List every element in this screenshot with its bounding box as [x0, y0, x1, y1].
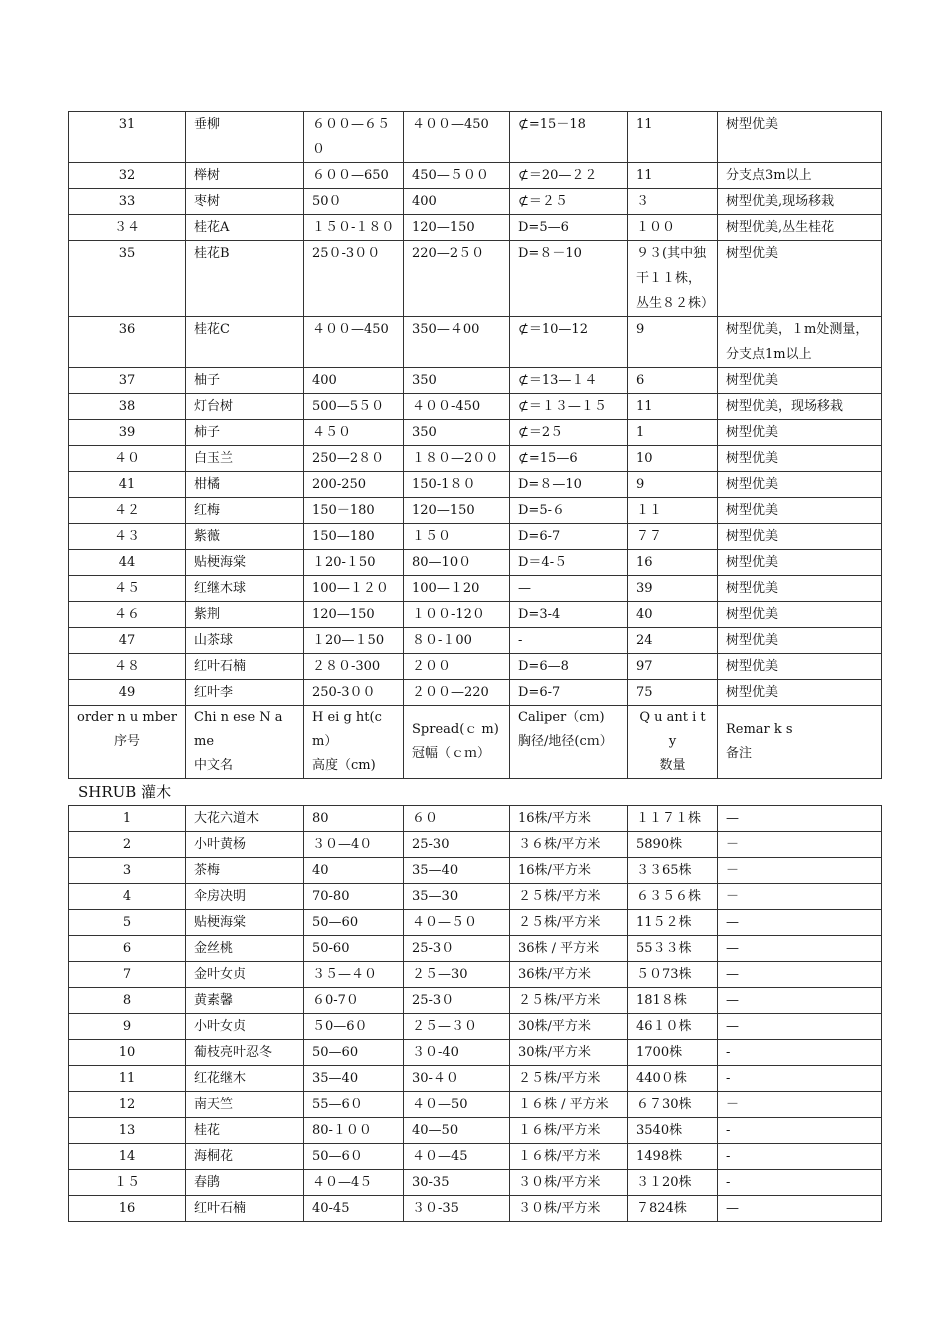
table-cell: 50０ — [304, 189, 404, 215]
table-cell: 山茶球 — [186, 628, 304, 654]
shrub-table-row — [69, 1118, 882, 1144]
table-cell: 150-1８０ — [404, 472, 510, 498]
table-cell: ４８ — [69, 654, 186, 680]
table-cell: ７７ — [628, 524, 718, 550]
table-cell: 灯台树 — [186, 394, 304, 420]
table-cell: 小叶女贞 — [186, 1014, 304, 1040]
table-cell: ４６ — [69, 602, 186, 628]
tree-table-row — [69, 680, 882, 706]
table-cell: 树型优美 — [718, 602, 882, 628]
table-cell: 50—60 — [304, 910, 404, 936]
table-cell: 白玉兰 — [186, 446, 304, 472]
shrub-table-row — [69, 1092, 882, 1118]
table-cell: 树型优美 — [718, 550, 882, 576]
table-cell: ⊄＝2５ — [510, 420, 628, 446]
shrub-table-body — [69, 806, 882, 1222]
table-cell: ⊄＝20—２２ — [510, 163, 628, 189]
header-chinese-name: Chi n ese N a me 中文名 — [186, 706, 304, 779]
shrub-table — [68, 805, 882, 1222]
table-cell: ２５株/平方米 — [510, 988, 628, 1014]
tree-table-row — [69, 446, 882, 472]
table-cell: 40 — [628, 602, 718, 628]
tree-table-row — [69, 163, 882, 189]
table-cell: 树型优美 — [718, 368, 882, 394]
table-cell: 树型优美,现场移栽 — [718, 189, 882, 215]
table-cell: 大花六道木 — [186, 806, 304, 832]
table-cell: 13 — [69, 1118, 186, 1144]
table-cell: 5 — [69, 910, 186, 936]
table-cell: 30株/平方米 — [510, 1014, 628, 1040]
table-cell: — — [718, 936, 882, 962]
table-cell: — — [718, 910, 882, 936]
tree-table-row — [69, 550, 882, 576]
table-cell: 金丝桃 — [186, 936, 304, 962]
shrub-table-row — [69, 910, 882, 936]
tree-table-row — [69, 215, 882, 241]
table-cell: 350 — [404, 368, 510, 394]
shrub-table-row — [69, 936, 882, 962]
table-cell: 树型优美,丛生桂花 — [718, 215, 882, 241]
table-cell: D=6—8 — [510, 654, 628, 680]
table-cell: 红继木球 — [186, 576, 304, 602]
table-cell: 树型优美 — [718, 446, 882, 472]
table-cell: ４０ — [69, 446, 186, 472]
table-cell: ４２ — [69, 498, 186, 524]
table-cell: ４０—4５ — [304, 1170, 404, 1196]
table-cell: 红叶李 — [186, 680, 304, 706]
table-cell: 3 — [69, 858, 186, 884]
table-cell: D=6-7 — [510, 680, 628, 706]
tree-table-row — [69, 498, 882, 524]
table-cell: 80-１００ — [304, 1118, 404, 1144]
tree-table-row — [69, 654, 882, 680]
table-cell: 14 — [69, 1144, 186, 1170]
table-cell: 200-250 — [304, 472, 404, 498]
table-cell: 5890株 — [628, 832, 718, 858]
table-cell: - — [510, 628, 628, 654]
shrub-table-row — [69, 962, 882, 988]
table-cell: ６３５６株 — [628, 884, 718, 910]
table-cell: 35—40 — [304, 1066, 404, 1092]
tree-table — [68, 111, 882, 779]
table-cell: 7 — [69, 962, 186, 988]
table-cell: 38 — [69, 394, 186, 420]
table-cell: 181８株 — [628, 988, 718, 1014]
table-cell: 35—40 — [404, 858, 510, 884]
table-cell: 9 — [628, 472, 718, 498]
table-cell: ⊄＝13—１４ — [510, 368, 628, 394]
table-cell: 100—１20 — [404, 576, 510, 602]
table-cell: 49 — [69, 680, 186, 706]
table-cell: 24 — [628, 628, 718, 654]
table-cell: 树型优美，１m处测量，分支点1m以上 — [718, 317, 882, 368]
table-cell: － — [718, 858, 882, 884]
table-cell: 黄素馨 — [186, 988, 304, 1014]
table-cell: 36株/平方米 — [510, 962, 628, 988]
table-cell: 树型优美 — [718, 420, 882, 446]
table-cell: 16 — [628, 550, 718, 576]
table-cell: 8 — [69, 988, 186, 1014]
table-cell: 150—180 — [304, 524, 404, 550]
table-cell: ４００-450 — [404, 394, 510, 420]
table-cell: ２５株/平方米 — [510, 910, 628, 936]
table-cell: D＝4-５ — [510, 550, 628, 576]
shrub-table-row — [69, 1066, 882, 1092]
shrub-table-row — [69, 832, 882, 858]
table-cell: １６株/平方米 — [510, 1144, 628, 1170]
shrub-table-row — [69, 1170, 882, 1196]
table-cell: 1700株 — [628, 1040, 718, 1066]
table-cell: 16株/平方米 — [510, 858, 628, 884]
table-cell: 9 — [628, 317, 718, 368]
table-cell: 120—150 — [404, 498, 510, 524]
table-cell: ４００—450 — [304, 317, 404, 368]
table-cell: １５０ — [404, 524, 510, 550]
table-cell: ６００—６５０ — [304, 112, 404, 163]
table-cell: 350—４00 — [404, 317, 510, 368]
table-cell: 100—１２０ — [304, 576, 404, 602]
table-cell: 46１０株 — [628, 1014, 718, 1040]
table-cell: 25-3０ — [404, 988, 510, 1014]
header-spread: Spread(ｃ m) 冠幅（ｃｍ） — [404, 706, 510, 779]
table-cell: 31 — [69, 112, 186, 163]
table-cell: 2 — [69, 832, 186, 858]
table-cell: 9 — [69, 1014, 186, 1040]
table-cell: 25-3０ — [404, 936, 510, 962]
table-cell: ６００—650 — [304, 163, 404, 189]
table-cell: 36株 / 平方米 — [510, 936, 628, 962]
tree-header-row — [69, 706, 882, 779]
table-cell: 16株/平方米 — [510, 806, 628, 832]
table-cell: 30-35 — [404, 1170, 510, 1196]
table-cell: 440０株 — [628, 1066, 718, 1092]
table-cell: 120—150 — [304, 602, 404, 628]
table-cell: 枣树 — [186, 189, 304, 215]
header-height: H ei g ht(cm） 高度（cm) — [304, 706, 404, 779]
table-cell: ２００ — [404, 654, 510, 680]
table-cell: 6 — [69, 936, 186, 962]
table-cell: 41 — [69, 472, 186, 498]
table-cell: 44 — [69, 550, 186, 576]
table-cell: D=８—10 — [510, 472, 628, 498]
table-cell: 55—6０ — [304, 1092, 404, 1118]
table-cell: ４３ — [69, 524, 186, 550]
table-cell: ６０ — [404, 806, 510, 832]
table-cell: － — [718, 832, 882, 858]
table-cell: ４００—450 — [404, 112, 510, 163]
table-cell: ⊄＝10—12 — [510, 317, 628, 368]
table-cell: ３０—4０ — [304, 832, 404, 858]
table-cell: - — [718, 1170, 882, 1196]
table-cell: 垂柳 — [186, 112, 304, 163]
table-cell: 30株/平方米 — [510, 1040, 628, 1066]
table-cell: 400 — [404, 189, 510, 215]
shrub-table-row — [69, 1196, 882, 1222]
table-cell: － — [718, 884, 882, 910]
table-cell: １００ — [628, 215, 718, 241]
table-cell: 75 — [628, 680, 718, 706]
table-cell: 10 — [69, 1040, 186, 1066]
table-cell: 贴梗海棠 — [186, 550, 304, 576]
table-cell: 97 — [628, 654, 718, 680]
table-cell: 80—10０ — [404, 550, 510, 576]
table-cell: １１ — [628, 498, 718, 524]
table-cell: ⊄＝２５ — [510, 189, 628, 215]
table-cell: 葡枝亮叶忍冬 — [186, 1040, 304, 1066]
table-cell: ４０—５０ — [404, 910, 510, 936]
table-cell: 树型优美 — [718, 628, 882, 654]
table-cell: 柿子 — [186, 420, 304, 446]
table-cell: １20—１50 — [304, 628, 404, 654]
table-cell: 30-４０ — [404, 1066, 510, 1092]
tree-table-row — [69, 317, 882, 368]
table-cell: ⊄=15—6 — [510, 446, 628, 472]
table-cell: 分支点3m以上 — [718, 163, 882, 189]
table-cell: 150－180 — [304, 498, 404, 524]
table-cell: １００-12０ — [404, 602, 510, 628]
tree-table-row — [69, 576, 882, 602]
table-cell: 120—150 — [404, 215, 510, 241]
table-cell: — — [718, 988, 882, 1014]
table-cell: 11 — [628, 163, 718, 189]
table-cell: 树型优美 — [718, 241, 882, 317]
tree-table-row — [69, 241, 882, 317]
table-cell: 树型优美 — [718, 654, 882, 680]
tree-table-row — [69, 628, 882, 654]
table-cell: ８０-１00 — [404, 628, 510, 654]
shrub-table-row — [69, 858, 882, 884]
table-cell: 47 — [69, 628, 186, 654]
table-cell: D=3-4 — [510, 602, 628, 628]
table-cell: ３３65株 — [628, 858, 718, 884]
table-cell: ３０株/平方米 — [510, 1196, 628, 1222]
table-cell: ３４ — [69, 215, 186, 241]
table-cell: D=6-7 — [510, 524, 628, 550]
table-cell: 33 — [69, 189, 186, 215]
tree-table-row — [69, 420, 882, 446]
table-cell: 25０-3００ — [304, 241, 404, 317]
table-cell: ２５—３０ — [404, 1014, 510, 1040]
table-cell: 桂花B — [186, 241, 304, 317]
table-cell: 红叶石楠 — [186, 1196, 304, 1222]
table-cell: ３１20株 — [628, 1170, 718, 1196]
table-cell: 39 — [628, 576, 718, 602]
table-cell: 南天竺 — [186, 1092, 304, 1118]
header-order: order n u mber 序号 — [69, 706, 186, 779]
table-cell: ６７30株 — [628, 1092, 718, 1118]
table-cell: １８０—2００ — [404, 446, 510, 472]
table-cell: ３０株/平方米 — [510, 1170, 628, 1196]
table-cell: D=5-６ — [510, 498, 628, 524]
table-cell: ⊄＝１３—１５ — [510, 394, 628, 420]
table-cell: １１７１株 — [628, 806, 718, 832]
table-cell: 贴梗海棠 — [186, 910, 304, 936]
table-cell: 伞房决明 — [186, 884, 304, 910]
table-cell: ２５株/平方米 — [510, 1066, 628, 1092]
table-cell: 红花继木 — [186, 1066, 304, 1092]
table-cell: 40—50 — [404, 1118, 510, 1144]
header-quantity: Q u ant i ty 数量 — [628, 706, 718, 779]
table-cell: 4 — [69, 884, 186, 910]
table-cell: １６株 / 平方米 — [510, 1092, 628, 1118]
table-cell: 茶梅 — [186, 858, 304, 884]
table-cell: 40 — [304, 858, 404, 884]
document-sheet — [68, 111, 881, 1222]
table-cell: 37 — [69, 368, 186, 394]
table-cell: ６0-7０ — [304, 988, 404, 1014]
table-cell: １５０-１８０ — [304, 215, 404, 241]
tree-table-row — [69, 602, 882, 628]
shrub-table-row — [69, 988, 882, 1014]
table-cell: 11５２株 — [628, 910, 718, 936]
table-cell: － — [718, 1092, 882, 1118]
table-cell: １20-１50 — [304, 550, 404, 576]
table-cell: 1 — [69, 806, 186, 832]
table-cell: - — [718, 1066, 882, 1092]
table-cell: D=5—6 — [510, 215, 628, 241]
tree-table-row — [69, 524, 882, 550]
table-cell: 桂花C — [186, 317, 304, 368]
table-cell: 树型优美 — [718, 680, 882, 706]
table-cell: ４５ — [69, 576, 186, 602]
table-cell: 35—30 — [404, 884, 510, 910]
table-cell: 树型优美 — [718, 524, 882, 550]
table-cell: 250—2８０ — [304, 446, 404, 472]
table-cell: ３５—４０ — [304, 962, 404, 988]
table-cell: 50-60 — [304, 936, 404, 962]
table-cell: 450—５００ — [404, 163, 510, 189]
table-cell: 11 — [69, 1066, 186, 1092]
table-cell: 50—6０ — [304, 1144, 404, 1170]
table-cell: 1 — [628, 420, 718, 446]
table-cell: 10 — [628, 446, 718, 472]
table-cell: 金叶女贞 — [186, 962, 304, 988]
table-cell: 紫荆 — [186, 602, 304, 628]
shrub-table-row — [69, 1040, 882, 1066]
table-cell: 250-3００ — [304, 680, 404, 706]
table-cell: ３０-35 — [404, 1196, 510, 1222]
table-cell: 400 — [304, 368, 404, 394]
table-cell: 春鹃 — [186, 1170, 304, 1196]
table-cell: — — [718, 806, 882, 832]
table-cell: ３ — [628, 189, 718, 215]
table-cell: - — [718, 1118, 882, 1144]
table-cell: 柑橘 — [186, 472, 304, 498]
shrub-table-row — [69, 1144, 882, 1170]
table-cell: ⊄=15－18 — [510, 112, 628, 163]
table-cell: 70-80 — [304, 884, 404, 910]
table-cell: ３０-40 — [404, 1040, 510, 1066]
table-cell: 3540株 — [628, 1118, 718, 1144]
table-cell: 500—5５０ — [304, 394, 404, 420]
table-cell: 16 — [69, 1196, 186, 1222]
table-cell: 红梅 — [186, 498, 304, 524]
table-cell: 小叶黄杨 — [186, 832, 304, 858]
shrub-table-row — [69, 806, 882, 832]
table-cell: 树型优美 — [718, 472, 882, 498]
shrub-table-row — [69, 884, 882, 910]
tree-table-row — [69, 189, 882, 215]
table-cell: 红叶石楠 — [186, 654, 304, 680]
table-cell: 柚子 — [186, 368, 304, 394]
table-cell: — — [718, 962, 882, 988]
table-cell: 11 — [628, 112, 718, 163]
table-cell: 6 — [628, 368, 718, 394]
table-cell: ９３(其中独干１１株，丛生８２株） — [628, 241, 718, 317]
table-cell: 海桐花 — [186, 1144, 304, 1170]
table-cell: 50—60 — [304, 1040, 404, 1066]
tree-table-row — [69, 394, 882, 420]
table-cell: 32 — [69, 163, 186, 189]
table-cell: 树型优美 — [718, 576, 882, 602]
table-cell: ２００—220 — [404, 680, 510, 706]
table-cell: 榉树 — [186, 163, 304, 189]
table-cell: - — [718, 1040, 882, 1066]
table-cell: ３６株/平方米 — [510, 832, 628, 858]
table-cell: 树型优美，现场移栽 — [718, 394, 882, 420]
tree-table-row — [69, 472, 882, 498]
table-cell: 35 — [69, 241, 186, 317]
section-title-shrub: SHRUB 灌木 — [78, 783, 172, 801]
table-cell: 树型优美 — [718, 498, 882, 524]
tree-table-body — [69, 112, 882, 706]
table-cell: 40-45 — [304, 1196, 404, 1222]
table-cell: 12 — [69, 1092, 186, 1118]
table-cell: 350 — [404, 420, 510, 446]
table-cell: 1498株 — [628, 1144, 718, 1170]
table-cell: 紫薇 — [186, 524, 304, 550]
table-cell: １５ — [69, 1170, 186, 1196]
table-cell: 树型优美 — [718, 112, 882, 163]
table-cell: — — [718, 1014, 882, 1040]
table-cell: 桂花 — [186, 1118, 304, 1144]
table-cell: 11 — [628, 394, 718, 420]
table-cell: １６株/平方米 — [510, 1118, 628, 1144]
table-cell: 80 — [304, 806, 404, 832]
table-cell: ２５株/平方米 — [510, 884, 628, 910]
table-cell: D=８－10 — [510, 241, 628, 317]
table-cell: 36 — [69, 317, 186, 368]
tree-table-row — [69, 112, 882, 163]
table-cell: 39 — [69, 420, 186, 446]
table-cell: 55３３株 — [628, 936, 718, 962]
table-cell: ５0—6０ — [304, 1014, 404, 1040]
shrub-table-row — [69, 1014, 882, 1040]
table-cell: 220—2５０ — [404, 241, 510, 317]
table-cell: ５０73株 — [628, 962, 718, 988]
table-cell: ４０—45 — [404, 1144, 510, 1170]
table-cell: 桂花A — [186, 215, 304, 241]
table-cell: - — [718, 1144, 882, 1170]
header-remarks: Remar k s 备注 — [718, 706, 882, 779]
tree-table-row — [69, 368, 882, 394]
table-cell: ４０—50 — [404, 1092, 510, 1118]
table-cell: ２５—30 — [404, 962, 510, 988]
table-cell: ４５０ — [304, 420, 404, 446]
table-cell: — — [718, 1196, 882, 1222]
table-cell: ２８０-300 — [304, 654, 404, 680]
header-caliper: Caliper（cｍ) 胸径/地径(cｍ） — [510, 706, 628, 779]
table-cell: — — [510, 576, 628, 602]
table-cell: ７824株 — [628, 1196, 718, 1222]
table-cell: 25-30 — [404, 832, 510, 858]
